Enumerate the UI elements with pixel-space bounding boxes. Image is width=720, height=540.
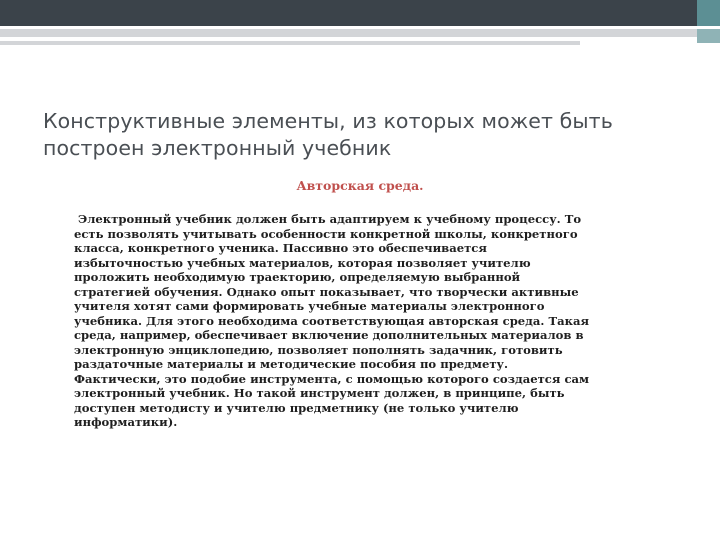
body-line: избыточностью учебных материалов, которая позволяет учителю xyxy=(74,255,531,270)
body-line: учителя хотят сами формировать учебные материалы электронного xyxy=(74,299,545,313)
body-line: проложить необходимую траекторию, определяемую выбранной xyxy=(74,270,521,284)
body-line: Электронный учебник должен быть адаптируем к учебному процессу. То xyxy=(74,212,582,226)
slide-title: Конструктивные элементы, из которых может быть построен электронный учебник xyxy=(43,109,613,160)
body-line: класса, конкретного ученика. Пассивно это обеспечивается xyxy=(74,241,487,255)
body-line: информатики). xyxy=(74,415,178,429)
header-accent-stripe xyxy=(697,29,720,43)
body-line: электронный учебник. Но такой инструмент должен, в принципе, быть xyxy=(74,386,565,400)
body-line: стратегией обучения. Однако опыт показывает, что творчески активные xyxy=(74,284,579,299)
header-underline xyxy=(0,41,580,45)
body-line: среда, например, обеспечивает включение дополнительных материалов в xyxy=(74,328,584,342)
body-line: доступен методисту и учителю предметнику (не только учителю xyxy=(74,400,519,415)
body-line: Фактически, это подобие инструмента, с помощью которого создается сам xyxy=(74,371,590,386)
body-line: учебника. Для этого необходима соответствующая авторская среда. Такая xyxy=(74,313,590,328)
body-line: электронную энциклопедию, позволяет пополнять задачник, готовить xyxy=(74,342,563,357)
header-accent xyxy=(697,0,720,26)
slide-body xyxy=(74,212,710,430)
header-band xyxy=(0,0,720,26)
slide-subtitle: Авторская среда. xyxy=(296,178,424,193)
header-stripe xyxy=(0,29,720,37)
body-line: есть позволять учитывать особенности конкретной школы, конкретного xyxy=(74,226,578,241)
body-line: раздаточные материалы и методические пособия по предмету. xyxy=(74,357,508,371)
